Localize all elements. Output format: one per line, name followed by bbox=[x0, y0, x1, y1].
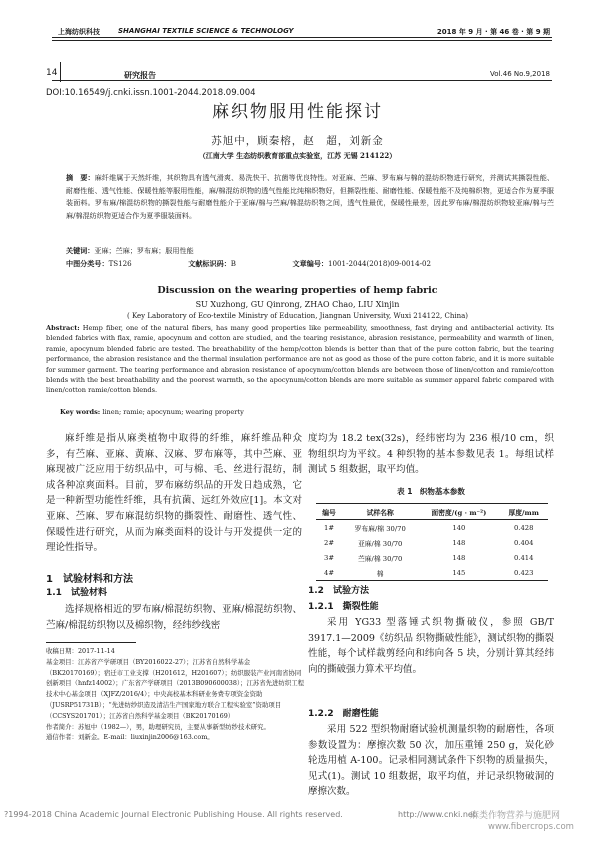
abstract-cn-text: 麻纤维属于天然纤维，其织物具有透气滑爽、易洗快干、抗菌等优良特性。对亚麻、苎麻、罗布麻与棉的混纺织物进行研究，并测试其撕裂性能、耐磨性能、透气性能、保暖性能等服用性能，麻/棉混纺织物的透气性能比纯棉织物好，但撕裂性能、耐磨性能、保暖性能不及纯棉织物，更适合作为夏季服装面料。罗布麻/棉混纺织物的撕裂性能与耐磨性能介于亚麻/棉与苎麻/棉混纺织物之间，透气性最优，保暖性最差，因此罗布麻/棉混纺织物较亚麻/棉与苎麻/棉混纺织物更适合作为夏季服装面料。 bbox=[66, 173, 555, 220]
table-row bbox=[316, 520, 548, 536]
keywords-en-text: linen; ramie; apocynum; wearing property bbox=[102, 408, 244, 416]
keywords-cn-label: 关键词： bbox=[66, 246, 95, 255]
table-cell: 0.428 bbox=[513, 523, 534, 532]
issue-en: Vol.46 No.9,2018 bbox=[490, 70, 550, 78]
section-1-1-text: 选择规格相近的罗布麻/棉混纺织物、亚麻/棉混纺织物、苎麻/棉混纺织物以及棉织物，经纬纱线密 bbox=[46, 604, 302, 631]
table-cell: 148 bbox=[452, 538, 466, 547]
authors-en: SU Xuzhong, GU Qinrong, ZHAO Chao, LIU Xinjin bbox=[195, 300, 400, 309]
section-1-1-heading: 1.1 试验材料 bbox=[46, 588, 107, 598]
section-1-2-1-heading: 1.2.1 撕裂性能 bbox=[308, 602, 379, 612]
page-number-rule bbox=[60, 62, 61, 82]
column-label: 研究报告 bbox=[124, 71, 156, 80]
abstract-cn-label: 摘 要： bbox=[66, 173, 95, 182]
table-cell: 3# bbox=[324, 553, 335, 562]
table-cell: 145 bbox=[418, 565, 499, 581]
cnki-copyright: ?1994-2018 China Academic Journal Electronic Publishing House. All rights reserved. bbox=[4, 810, 343, 819]
received-date: 收稿日期：2017-11-14 bbox=[46, 647, 115, 655]
page-number: 14 bbox=[46, 68, 58, 78]
footnote-rule bbox=[46, 642, 136, 643]
doc-code-label: 文献标识码： bbox=[188, 259, 231, 268]
table-header-sample: 试样名称 bbox=[342, 504, 418, 520]
table-header-id: 编号 bbox=[316, 504, 342, 520]
classification-line bbox=[66, 258, 554, 271]
doi: DOI:10.16549/j.cnki.issn.1001-2044.2018.09.004 bbox=[46, 88, 256, 98]
abstract-en-label: Abstract: bbox=[46, 324, 80, 332]
affiliation-cn: （江南大学 生态纺织教育部重点实验室，江苏 无锡 214122） bbox=[198, 151, 397, 160]
header-rule-thin bbox=[52, 40, 552, 41]
issue-cn: 2018 年 9 月 · 第 46 卷 · 第 9 期 bbox=[436, 28, 550, 36]
author-bio: 作者简介：苏旭中（1982—），男，助理研究员，主要从事新型纺纱技术研究。 bbox=[46, 722, 270, 731]
article-number-value: 1001-2044(2018)09-0014-02 bbox=[328, 259, 432, 268]
keywords-cn-text: 亚麻；苎麻；罗布麻；服用性能 bbox=[94, 246, 194, 255]
table-cell: 1# bbox=[324, 523, 335, 532]
table-cell: 4# bbox=[316, 565, 342, 581]
table-cell: 148 bbox=[452, 553, 466, 562]
cnki-url: http://www.cnki.net bbox=[398, 810, 476, 819]
journal-name-en: SHANGHAI TEXTILE SCIENCE & TECHNOLOGY bbox=[118, 27, 294, 35]
table-cell: 亚麻/棉 30/70 bbox=[357, 539, 403, 548]
table-cell: 棉 bbox=[342, 565, 418, 581]
authors-cn: 苏旭中，顾秦榕，赵 超，刘新金 bbox=[211, 135, 384, 147]
clc-label: 中图分类号： bbox=[66, 259, 109, 268]
table-cell: 0.423 bbox=[499, 565, 548, 581]
section-1-2-heading: 1.2 试验方法 bbox=[308, 586, 369, 596]
section-1-2-2-text: 采用 522 型织物耐磨试验机测量织物的耐磨性，各项参数设置为：摩擦次数 50 次，加压重锤 250 g，炭化砂轮选用植 A-100。记录相同测试条件下织物的质量损失，见式(1)。测试 10 组数据，取平均值，并记录织物破洞的摩擦次数。 bbox=[308, 724, 554, 798]
section-1-2-1-text: 采用 YG33 型落锤式织物撕破仪，参照 GB/T 3917.1—2009《纺织品 织物撕破性能》，测试织物的撕裂性能，每个试样裁剪经向和纬向各 5 块，分别计算其经纬向的撕破强力算术平均值。 bbox=[308, 617, 554, 675]
keywords-en bbox=[60, 407, 554, 417]
table-cell: 2# bbox=[324, 538, 335, 547]
header-rule bbox=[52, 37, 552, 38]
keywords-en-label: Key words: bbox=[60, 408, 101, 416]
footnote bbox=[46, 646, 304, 743]
table-cell: 0.404 bbox=[513, 538, 534, 547]
table-row bbox=[316, 535, 548, 550]
abstract-en-text: Hemp fiber, one of the natural fibers, has many good properties like permeability, smoothness, fast drying and antibacterial activity. Its blended fabrics with flax, ramie, apocynum and cotton are studied, and the tearing resistance, abrasion resistance, permeability and warmth of linen, ramie, apocynum blended fabric are tested. The breathability of the hemp/cotton blends is better than that of the pure cotton fabric, but the tearing performance, the abrasion resistance and the thermal insulation performance are not as good as those of the pure cotton fabric, and it is more suitable for summer garment. The tearing performance and abrasion resistance of apocynum/cotton blends are between those of linen/cotton and ramie/cotton blends with the best breathability and the poorest warmth, so the apocynum/cotton blends are more suitable as summer apparel fabric compared with linen/cotton ramie/cotton blends. bbox=[46, 324, 554, 395]
table-cell: 苎麻/棉 30/70 bbox=[357, 554, 403, 563]
table-header-thickness: 厚度/mm bbox=[499, 504, 548, 520]
table-cell: 140 bbox=[452, 523, 466, 532]
table-row bbox=[316, 550, 548, 565]
section-1-heading: 1 试验材料和方法 bbox=[46, 574, 133, 585]
intro-continued: 度均为 18.2 tex(32s)，经纬密均为 236 根/10 cm，织物组织均为平纹。4 种织物的基本参数见表 1。每组试样测试 5 组数据，取平均值。 bbox=[308, 433, 554, 476]
table-header-density: 面密度/(g · m⁻²) bbox=[418, 504, 499, 520]
paper-title: 麻织物服用性能探讨 bbox=[212, 102, 383, 122]
funding-info: 基金项目：江苏省产学研项目（BY2016022-27）；江苏省自然科学基金（BK20170169）；宿迁市工业支撑（H201612，H201607）；纺织服装产业河南省协同创新项目（hnfz14002）；广东省产学研项目（2013B090600038）；江苏省先进纺织工程技术中心基金项目（XJFZ/2016/4）；中央高校基本科研业务费专项资金资助（JUSRP51731B）；“先进纺纱织造及清洁生产国家地方联合工程实验室”资助项目（CCSYS201701）；江苏省自然科学基金项目（BK20170169） bbox=[46, 657, 304, 720]
keywords-cn bbox=[66, 245, 554, 258]
table-row bbox=[316, 565, 548, 581]
abstract-cn bbox=[66, 172, 554, 222]
paper-title-en: Discussion on the wearing properties of hemp fabric bbox=[157, 285, 438, 296]
affiliation-en: ( Key Laboratory of Eco-textile Ministry of Education, Jiangnan University, Wuxi 214122, China) bbox=[127, 312, 468, 320]
clc-value: TS126 bbox=[108, 259, 132, 268]
article-number-label: 文章编号： bbox=[292, 259, 329, 268]
table-cell: 0.414 bbox=[513, 553, 534, 562]
corresponding-author: 通信作者：刘新金。E-mail：liuxinjin2006@163.com。 bbox=[46, 733, 214, 742]
section-1-2-2-heading: 1.2.2 耐磨性能 bbox=[308, 709, 379, 719]
table-1 bbox=[316, 503, 548, 581]
subheader-rule bbox=[52, 80, 552, 81]
table-cell: 罗布麻/棉 30/70 bbox=[354, 524, 406, 533]
site-name-watermark: 麻类作物营养与施肥网 bbox=[470, 811, 561, 821]
table-1-caption: 表 1 织物基本参数 bbox=[397, 487, 465, 496]
doc-code-value: B bbox=[230, 259, 237, 268]
intro-paragraph: 麻纤维是指从麻类植物中取得的纤维，麻纤维品种众多，有苎麻、亚麻、黄麻、汉麻、罗布麻等，其中苎麻、亚麻现被广泛应用于纺织品中，可与棉、毛、丝进行混纺，制成各种凉爽面料。目前，罗布麻纺织品的开发日趋成熟，它是一种新型功能性纤维，具有抗菌、远红外效应[1]。本文对亚麻、苎麻、罗布麻混纺织物的撕裂性、耐磨性、透气性、保暖性进行研究，从而为麻类面料的设计与开发提供一定的理论性指导。 bbox=[46, 433, 302, 554]
site-url-watermark: www.fibercrops.com bbox=[488, 822, 574, 832]
journal-name-cn: 上海纺织科技 bbox=[58, 28, 100, 36]
abstract-en bbox=[46, 323, 554, 396]
